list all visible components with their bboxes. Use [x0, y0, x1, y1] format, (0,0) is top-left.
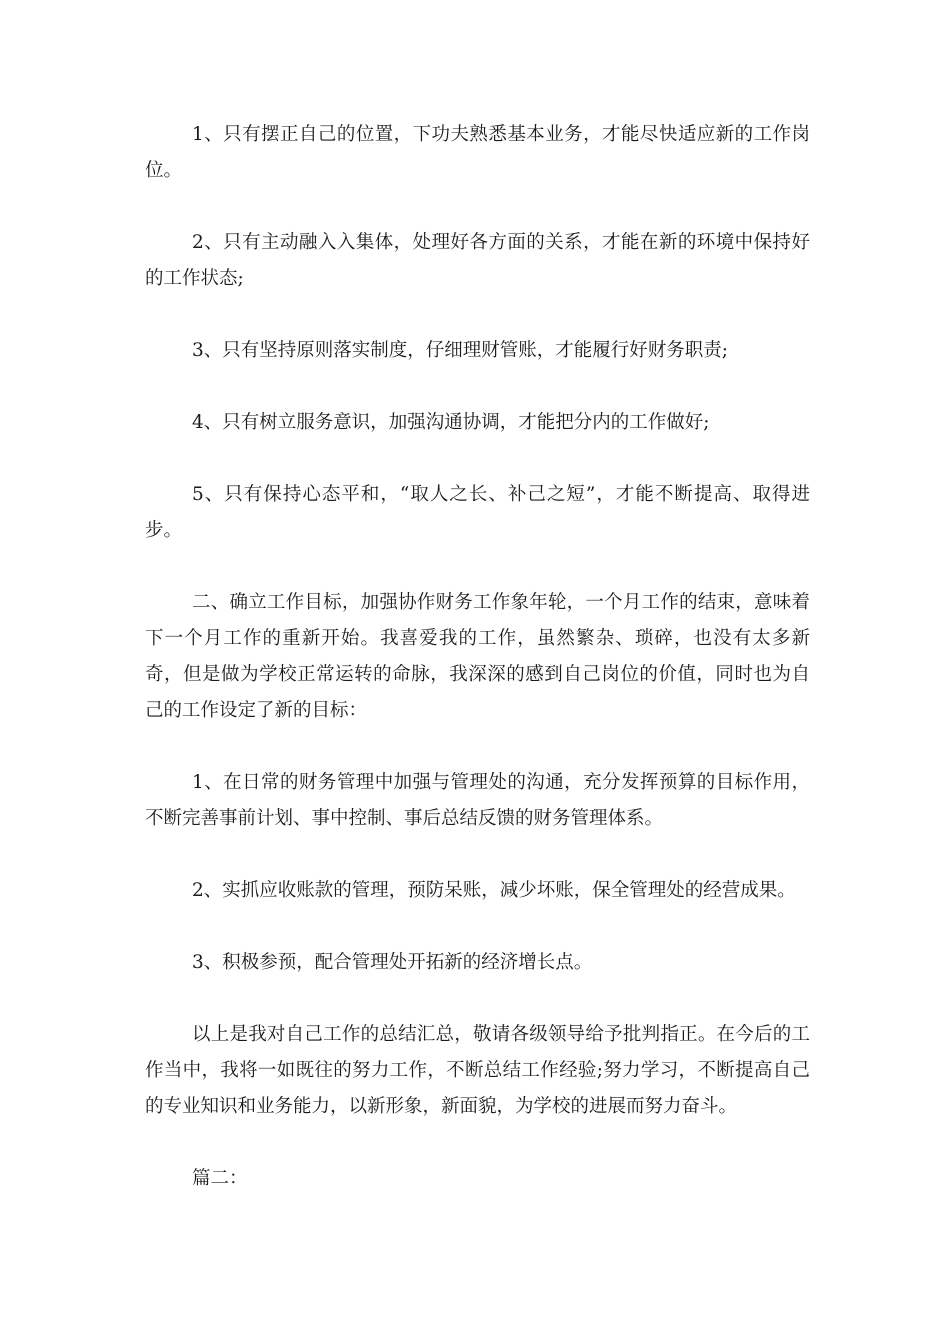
summary-paragraph: 以上是我对自己工作的总结汇总，敬请各级领导给予批判指正。在今后的工作当中，我将一如既往的努力工作，不断总结工作经验;努力学习，不断提高自己的专业知识和业务能力，以新形象，新面貌，为学校的进展而努力奋斗。 — [145, 1024, 810, 1117]
paragraph-item-3: 3、只有坚持原则落实制度，仔细理财管账，才能履行好财务职责; — [192, 340, 729, 361]
section-heading-part-two: 篇二： — [192, 1168, 248, 1189]
paragraph-item-2: 2、只有主动融入入集体，处理好各方面的关系，才能在新的环境中保持好的工作状态; — [145, 232, 810, 289]
goal-item-3: 3、积极参预，配合管理处开拓新的经济增长点。 — [192, 952, 593, 973]
document-page — [145, 117, 810, 1197]
paragraph-item-4: 4、只有树立服务意识，加强沟通协调，才能把分内的工作做好; — [192, 412, 710, 433]
goal-item-1: 1、在日常的财务管理中加强与管理处的沟通，充分发挥预算的目标作用，不断完善事前计划、事中控制、事后总结反馈的财务管理体系。 — [145, 772, 810, 829]
goal-item-2: 2、实抓应收账款的管理，预防呆账，减少坏账，保全管理处的经营成果。 — [192, 880, 796, 901]
paragraph-item-1: 1、只有摆正自己的位置，下功夫熟悉基本业务，才能尽快适应新的工作岗位。 — [145, 124, 810, 181]
section-two-goals-paragraph: 二、确立工作目标，加强协作财务工作象年轮，一个月工作的结束，意味着下一个月工作的重新开始。我喜爱我的工作，虽然繁杂、琐碎，也没有太多新奇，但是做为学校正常运转的命脉，我深深的感到自己岗位的价值，同时也为自己的工作设定了新的目标： — [145, 592, 810, 721]
paragraph-item-5: 5、只有保持心态平和，“取人之长、补己之短”，才能不断提高、取得进步。 — [145, 484, 810, 541]
